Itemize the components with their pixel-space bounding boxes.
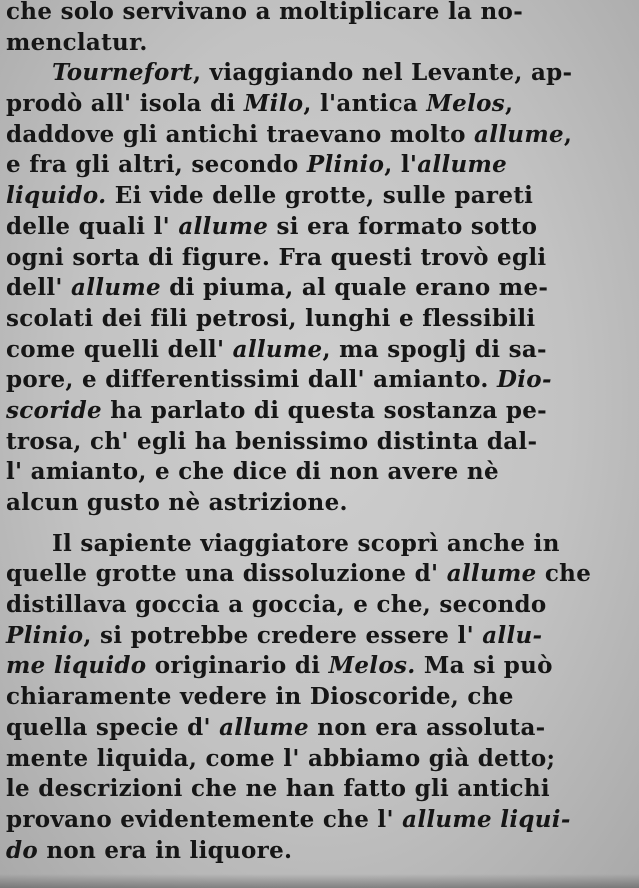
text-span: che	[536, 560, 592, 588]
text-span: ha parlato di questa sostanza pe-	[101, 396, 547, 424]
italic-span: allume	[232, 335, 323, 363]
text-line	[6, 713, 636, 744]
text-line	[6, 150, 636, 181]
text-span: dell'	[6, 274, 72, 302]
italic-span: do	[6, 836, 39, 864]
italic-span: Plinio	[6, 621, 84, 649]
italic-span: allume	[417, 151, 508, 179]
paragraph	[6, 529, 636, 867]
text-line	[6, 651, 636, 682]
text-line: ogni sorta di figure. Fra questi trovò egli	[6, 243, 547, 271]
text-span: Ma si può	[415, 652, 553, 680]
italic-span: Dio-	[497, 366, 552, 394]
text-span: , l'	[384, 151, 418, 179]
page-bottom-shadow	[0, 874, 639, 888]
italic-span: allume	[446, 560, 537, 588]
text-line: l' amianto, e che dice di non avere nè	[6, 458, 499, 486]
text-span: , viaggiando nel Levante, ap-	[193, 59, 573, 87]
text-span: ,	[563, 120, 573, 148]
italic-span: me liquido	[6, 652, 147, 680]
text-span: non era assoluta-	[308, 713, 546, 741]
paragraph	[6, 58, 636, 518]
text-span: pore, e differentissimi dall' amianto.	[6, 366, 498, 394]
italic-span: allume	[71, 274, 161, 302]
text-line	[6, 181, 636, 212]
text-line	[6, 396, 636, 427]
text-line: distillava goccia a goccia, e che, secondo	[6, 591, 547, 619]
italic-span: allume liqui-	[402, 805, 571, 833]
text-line	[6, 58, 636, 89]
text-line	[6, 89, 636, 120]
text-span: ,	[505, 90, 514, 118]
text-span: originario di	[146, 652, 329, 680]
text-span: Ei vide delle grotte, sulle pareti	[106, 182, 534, 210]
text-line: chiaramente vedere in Dioscoride, che	[6, 683, 514, 711]
italic-span: allume	[474, 120, 564, 148]
text-line: alcun gusto nè astrizione.	[6, 489, 348, 516]
text-span: non era in liquore.	[38, 836, 293, 864]
text-span: quella specie d'	[6, 713, 220, 741]
text-line	[6, 365, 636, 396]
text-line	[6, 805, 636, 836]
text-span: e fra gli altri, secondo	[6, 151, 307, 179]
text-line	[6, 559, 636, 590]
text-line: le descrizioni che ne han fatto gli antichi	[6, 775, 550, 803]
italic-span: Milo	[243, 90, 304, 118]
text-line: che solo servivano a moltiplicare la no-	[6, 0, 524, 25]
text-line	[6, 335, 636, 366]
body-text	[6, 0, 636, 866]
text-line: mente liquida, come l' abbiamo già detto;	[6, 744, 556, 772]
italic-span: allume	[178, 212, 269, 240]
text-span: quelle grotte una dissoluzione d'	[6, 560, 447, 588]
text-span: delle quali l'	[6, 212, 179, 240]
text-line: Il sapiente viaggiatore scoprì anche in	[52, 529, 560, 557]
italic-span: Tournefort	[52, 59, 193, 87]
text-line: trosa, ch' egli ha benissimo distinta dal-	[6, 427, 538, 455]
italic-span: liquido.	[6, 182, 107, 210]
italic-span: Melos	[426, 90, 506, 118]
text-line: scolati dei fili petrosi, lunghi e flessibili	[6, 304, 536, 332]
text-span: come quelli dell'	[6, 335, 233, 363]
text-span: provano evidentemente che l'	[6, 805, 403, 833]
text-line	[6, 273, 636, 304]
italic-span: scoride	[6, 396, 102, 424]
text-line	[6, 120, 636, 151]
text-line	[6, 212, 636, 243]
text-span: daddove gli antichi traevano molto	[6, 120, 475, 148]
text-line	[6, 836, 636, 867]
text-span: prodò all' isola di	[6, 90, 244, 118]
text-span: si era formato sotto	[268, 212, 538, 240]
italic-span: Plinio	[306, 151, 385, 179]
text-span: di piuma, al quale erano me-	[160, 274, 549, 302]
text-span: , si potrebbe credere essere l'	[83, 621, 483, 649]
text-span: , l'antica	[303, 90, 427, 118]
paragraph	[6, 0, 636, 58]
italic-span: allu-	[482, 621, 543, 649]
text-span: , ma spoglj di sa-	[322, 335, 547, 363]
text-line	[6, 621, 636, 652]
text-line: menclatur.	[6, 28, 148, 56]
italic-span: allume	[219, 713, 309, 741]
italic-span: Melos.	[328, 652, 416, 680]
